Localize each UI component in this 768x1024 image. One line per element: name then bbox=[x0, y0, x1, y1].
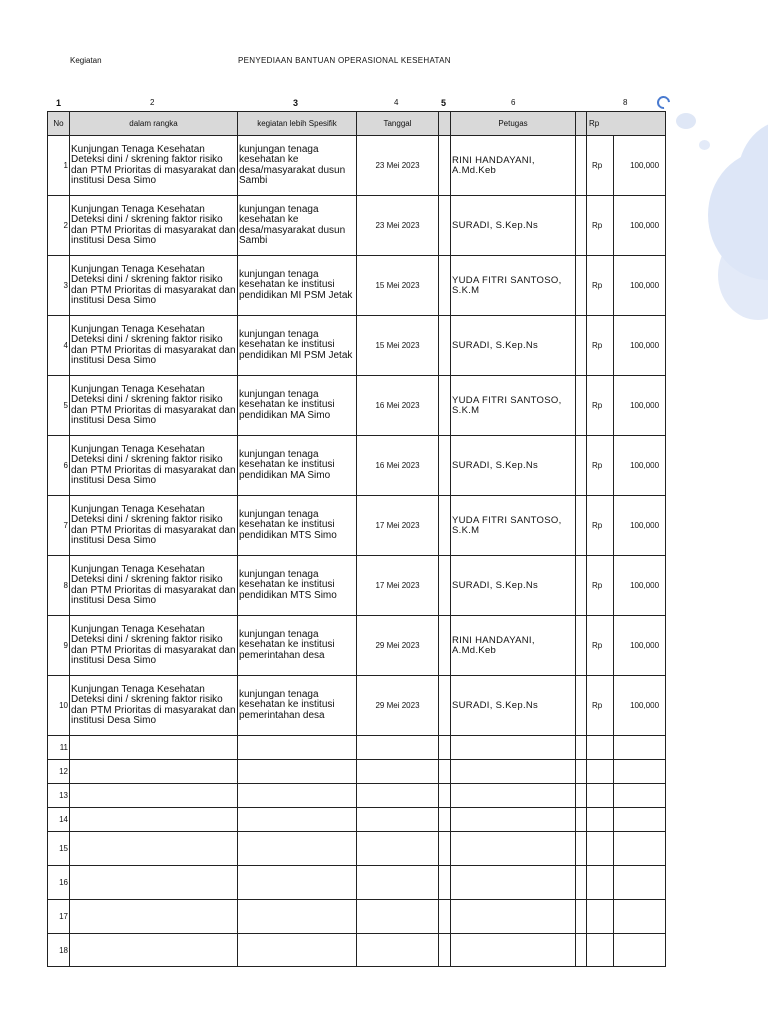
empty-cell bbox=[70, 736, 238, 760]
decorative-bubble bbox=[676, 113, 696, 129]
row-petugas: SURADI, S.Kep.Ns bbox=[451, 676, 576, 736]
row-kegiatan: kunjungan tenaga kesehatan ke institusi pendidikan MI PSM Jetak bbox=[238, 256, 357, 316]
empty-cell bbox=[238, 760, 357, 784]
empty-cell bbox=[614, 866, 666, 900]
table-row bbox=[48, 316, 666, 376]
row-petugas: YUDA FITRI SANTOSO, S.K.M bbox=[451, 256, 576, 316]
empty-cell bbox=[587, 784, 614, 808]
row-spacer bbox=[439, 616, 451, 676]
empty-cell bbox=[70, 784, 238, 808]
empty-cell bbox=[357, 784, 439, 808]
row-dalam-rangka: Kunjungan Tenaga Kesehatan Deteksi dini / skrening faktor risiko dan PTM Prioritas di masyarakat dan institusi Desa Simo bbox=[70, 196, 238, 256]
column-number: 3 bbox=[293, 98, 299, 108]
row-tanggal: 23 Mei 2023 bbox=[357, 136, 439, 196]
empty-cell bbox=[587, 934, 614, 967]
row-tanggal: 16 Mei 2023 bbox=[357, 436, 439, 496]
empty-cell bbox=[451, 760, 576, 784]
row-spacer bbox=[576, 196, 587, 256]
empty-cell bbox=[587, 832, 614, 866]
document-title: PENYEDIAAN BANTUAN OPERASIONAL KESEHATAN bbox=[238, 56, 451, 65]
row-spacer bbox=[576, 136, 587, 196]
row-currency: Rp bbox=[587, 376, 614, 436]
row-petugas: YUDA FITRI SANTOSO, S.K.M bbox=[451, 496, 576, 556]
row-spacer bbox=[439, 256, 451, 316]
row-kegiatan: kunjungan tenaga kesehatan ke institusi pemerintahan desa bbox=[238, 616, 357, 676]
row-kegiatan: kunjungan tenaga kesehatan ke institusi pendidikan MA Simo bbox=[238, 436, 357, 496]
empty-cell bbox=[576, 934, 587, 967]
empty-cell bbox=[614, 808, 666, 832]
row-kegiatan: kunjungan tenaga kesehatan ke institusi pemerintahan desa bbox=[238, 676, 357, 736]
row-spacer bbox=[439, 676, 451, 736]
empty-cell bbox=[70, 900, 238, 934]
column-number: 8 bbox=[623, 98, 628, 107]
empty-cell bbox=[439, 736, 451, 760]
row-currency: Rp bbox=[587, 616, 614, 676]
row-spacer bbox=[439, 136, 451, 196]
row-number: 1 bbox=[48, 136, 70, 196]
empty-cell bbox=[439, 900, 451, 934]
empty-cell bbox=[576, 784, 587, 808]
empty-cell bbox=[357, 808, 439, 832]
empty-cell bbox=[439, 808, 451, 832]
empty-cell bbox=[70, 866, 238, 900]
row-number: 7 bbox=[48, 496, 70, 556]
empty-cell bbox=[238, 866, 357, 900]
column-number: 2 bbox=[150, 98, 155, 107]
empty-cell bbox=[70, 934, 238, 967]
table-row bbox=[48, 676, 666, 736]
row-spacer bbox=[439, 376, 451, 436]
row-petugas: SURADI, S.Kep.Ns bbox=[451, 436, 576, 496]
empty-table-row bbox=[48, 784, 666, 808]
header-spacer bbox=[439, 112, 451, 136]
row-number: 14 bbox=[48, 808, 70, 832]
row-amount: 100,000 bbox=[614, 496, 666, 556]
row-amount: 100,000 bbox=[614, 256, 666, 316]
row-number: 15 bbox=[48, 832, 70, 866]
empty-cell bbox=[357, 760, 439, 784]
row-kegiatan: kunjungan tenaga kesehatan ke desa/masyarakat dusun Sambi bbox=[238, 196, 357, 256]
empty-cell bbox=[451, 784, 576, 808]
empty-table-row bbox=[48, 760, 666, 784]
row-petugas: SURADI, S.Kep.Ns bbox=[451, 316, 576, 376]
empty-cell bbox=[614, 784, 666, 808]
empty-cell bbox=[238, 784, 357, 808]
row-petugas: RINI HANDAYANI, A.Md.Keb bbox=[451, 616, 576, 676]
row-amount: 100,000 bbox=[614, 316, 666, 376]
empty-cell bbox=[587, 866, 614, 900]
row-spacer bbox=[576, 496, 587, 556]
row-spacer bbox=[439, 556, 451, 616]
decorative-cloud-shape bbox=[708, 150, 768, 280]
empty-cell bbox=[70, 760, 238, 784]
empty-cell bbox=[451, 934, 576, 967]
row-spacer bbox=[576, 616, 587, 676]
header-kegiatan: kegiatan lebih Spesifik bbox=[238, 112, 357, 136]
header-rp: Rp bbox=[587, 112, 666, 136]
row-kegiatan: kunjungan tenaga kesehatan ke desa/masyarakat dusun Sambi bbox=[238, 136, 357, 196]
row-number: 13 bbox=[48, 784, 70, 808]
empty-cell bbox=[576, 832, 587, 866]
row-number: 17 bbox=[48, 900, 70, 934]
header-label: Kegiatan bbox=[70, 56, 102, 65]
row-currency: Rp bbox=[587, 496, 614, 556]
row-amount: 100,000 bbox=[614, 196, 666, 256]
row-spacer bbox=[576, 556, 587, 616]
row-spacer bbox=[576, 436, 587, 496]
table-row bbox=[48, 496, 666, 556]
table-row bbox=[48, 136, 666, 196]
row-kegiatan: kunjungan tenaga kesehatan ke institusi pendidikan MA Simo bbox=[238, 376, 357, 436]
row-spacer bbox=[439, 436, 451, 496]
row-currency: Rp bbox=[587, 556, 614, 616]
row-tanggal: 23 Mei 2023 bbox=[357, 196, 439, 256]
row-dalam-rangka: Kunjungan Tenaga Kesehatan Deteksi dini / skrening faktor risiko dan PTM Prioritas di masyarakat dan institusi Desa Simo bbox=[70, 496, 238, 556]
empty-cell bbox=[238, 832, 357, 866]
empty-cell bbox=[238, 934, 357, 967]
empty-table-row bbox=[48, 866, 666, 900]
decorative-bubble-small bbox=[699, 140, 710, 150]
header-tanggal: Tanggal bbox=[357, 112, 439, 136]
row-dalam-rangka: Kunjungan Tenaga Kesehatan Deteksi dini / skrening faktor risiko dan PTM Prioritas di masyarakat dan institusi Desa Simo bbox=[70, 136, 238, 196]
empty-cell bbox=[576, 736, 587, 760]
empty-cell bbox=[587, 760, 614, 784]
row-spacer bbox=[576, 256, 587, 316]
row-currency: Rp bbox=[587, 316, 614, 376]
header-dalam-rangka: dalam rangka bbox=[70, 112, 238, 136]
column-number: 6 bbox=[511, 98, 516, 107]
empty-cell bbox=[439, 866, 451, 900]
empty-cell bbox=[439, 784, 451, 808]
row-petugas: SURADI, S.Kep.Ns bbox=[451, 556, 576, 616]
empty-table-row bbox=[48, 808, 666, 832]
row-tanggal: 17 Mei 2023 bbox=[357, 496, 439, 556]
row-number: 5 bbox=[48, 376, 70, 436]
row-dalam-rangka: Kunjungan Tenaga Kesehatan Deteksi dini / skrening faktor risiko dan PTM Prioritas di masyarakat dan institusi Desa Simo bbox=[70, 256, 238, 316]
table-row bbox=[48, 256, 666, 316]
empty-cell bbox=[357, 832, 439, 866]
row-dalam-rangka: Kunjungan Tenaga Kesehatan Deteksi dini / skrening faktor risiko dan PTM Prioritas di masyarakat dan institusi Desa Simo bbox=[70, 376, 238, 436]
empty-cell bbox=[357, 736, 439, 760]
row-dalam-rangka: Kunjungan Tenaga Kesehatan Deteksi dini / skrening faktor risiko dan PTM Prioritas di masyarakat dan institusi Desa Simo bbox=[70, 676, 238, 736]
empty-cell bbox=[439, 760, 451, 784]
empty-cell bbox=[614, 934, 666, 967]
empty-cell bbox=[451, 832, 576, 866]
table-row bbox=[48, 436, 666, 496]
row-kegiatan: kunjungan tenaga kesehatan ke institusi pendidikan MTS Simo bbox=[238, 496, 357, 556]
row-number: 18 bbox=[48, 934, 70, 967]
row-tanggal: 15 Mei 2023 bbox=[357, 316, 439, 376]
empty-cell bbox=[576, 900, 587, 934]
empty-cell bbox=[451, 736, 576, 760]
empty-cell bbox=[439, 832, 451, 866]
row-dalam-rangka: Kunjungan Tenaga Kesehatan Deteksi dini / skrening faktor risiko dan PTM Prioritas di masyarakat dan institusi Desa Simo bbox=[70, 316, 238, 376]
empty-cell bbox=[451, 900, 576, 934]
row-number: 8 bbox=[48, 556, 70, 616]
row-amount: 100,000 bbox=[614, 556, 666, 616]
empty-cell bbox=[614, 760, 666, 784]
header-no: No bbox=[48, 112, 70, 136]
row-tanggal: 29 Mei 2023 bbox=[357, 676, 439, 736]
row-currency: Rp bbox=[587, 196, 614, 256]
row-tanggal: 29 Mei 2023 bbox=[357, 616, 439, 676]
empty-cell bbox=[614, 736, 666, 760]
row-amount: 100,000 bbox=[614, 616, 666, 676]
row-petugas: RINI HANDAYANI, A.Md.Keb bbox=[451, 136, 576, 196]
row-number: 12 bbox=[48, 760, 70, 784]
empty-cell bbox=[238, 900, 357, 934]
column-number: 1 bbox=[56, 98, 62, 108]
row-number: 2 bbox=[48, 196, 70, 256]
row-amount: 100,000 bbox=[614, 676, 666, 736]
row-dalam-rangka: Kunjungan Tenaga Kesehatan Deteksi dini / skrening faktor risiko dan PTM Prioritas di masyarakat dan institusi Desa Simo bbox=[70, 616, 238, 676]
row-petugas: YUDA FITRI SANTOSO, S.K.M bbox=[451, 376, 576, 436]
empty-cell bbox=[70, 808, 238, 832]
row-spacer bbox=[439, 316, 451, 376]
empty-cell bbox=[439, 934, 451, 967]
empty-cell bbox=[614, 832, 666, 866]
row-kegiatan: kunjungan tenaga kesehatan ke institusi pendidikan MI PSM Jetak bbox=[238, 316, 357, 376]
column-number: 5 bbox=[441, 98, 447, 108]
empty-cell bbox=[576, 808, 587, 832]
row-number: 16 bbox=[48, 866, 70, 900]
row-tanggal: 17 Mei 2023 bbox=[357, 556, 439, 616]
empty-cell bbox=[451, 866, 576, 900]
empty-cell bbox=[587, 900, 614, 934]
row-number: 9 bbox=[48, 616, 70, 676]
empty-cell bbox=[238, 808, 357, 832]
row-tanggal: 16 Mei 2023 bbox=[357, 376, 439, 436]
empty-cell bbox=[70, 832, 238, 866]
row-kegiatan: kunjungan tenaga kesehatan ke institusi pendidikan MTS Simo bbox=[238, 556, 357, 616]
empty-cell bbox=[238, 736, 357, 760]
table-row bbox=[48, 556, 666, 616]
empty-cell bbox=[587, 736, 614, 760]
empty-table-row bbox=[48, 900, 666, 934]
row-spacer bbox=[576, 376, 587, 436]
row-currency: Rp bbox=[587, 256, 614, 316]
empty-cell bbox=[614, 900, 666, 934]
row-spacer bbox=[576, 316, 587, 376]
row-number: 11 bbox=[48, 736, 70, 760]
header-petugas: Petugas bbox=[451, 112, 576, 136]
table-row bbox=[48, 616, 666, 676]
empty-table-row bbox=[48, 736, 666, 760]
activity-table bbox=[47, 111, 666, 967]
decorative-ring-icon bbox=[654, 93, 672, 111]
row-number: 10 bbox=[48, 676, 70, 736]
row-dalam-rangka: Kunjungan Tenaga Kesehatan Deteksi dini / skrening faktor risiko dan PTM Prioritas di masyarakat dan institusi Desa Simo bbox=[70, 436, 238, 496]
row-currency: Rp bbox=[587, 136, 614, 196]
empty-cell bbox=[357, 866, 439, 900]
row-dalam-rangka: Kunjungan Tenaga Kesehatan Deteksi dini / skrening faktor risiko dan PTM Prioritas di masyarakat dan institusi Desa Simo bbox=[70, 556, 238, 616]
row-number: 6 bbox=[48, 436, 70, 496]
row-currency: Rp bbox=[587, 676, 614, 736]
row-spacer bbox=[576, 676, 587, 736]
table-row bbox=[48, 196, 666, 256]
empty-cell bbox=[587, 808, 614, 832]
row-spacer bbox=[439, 196, 451, 256]
row-tanggal: 15 Mei 2023 bbox=[357, 256, 439, 316]
table-header-row bbox=[48, 112, 666, 136]
empty-cell bbox=[576, 760, 587, 784]
table-row bbox=[48, 376, 666, 436]
row-amount: 100,000 bbox=[614, 376, 666, 436]
header-spacer bbox=[576, 112, 587, 136]
empty-cell bbox=[451, 808, 576, 832]
row-currency: Rp bbox=[587, 436, 614, 496]
column-number: 4 bbox=[394, 98, 399, 107]
empty-cell bbox=[357, 900, 439, 934]
empty-table-row bbox=[48, 832, 666, 866]
row-spacer bbox=[439, 496, 451, 556]
row-petugas: SURADI, S.Kep.Ns bbox=[451, 196, 576, 256]
empty-cell bbox=[576, 866, 587, 900]
empty-cell bbox=[357, 934, 439, 967]
row-amount: 100,000 bbox=[614, 436, 666, 496]
row-number: 4 bbox=[48, 316, 70, 376]
row-amount: 100,000 bbox=[614, 136, 666, 196]
row-number: 3 bbox=[48, 256, 70, 316]
empty-table-row bbox=[48, 934, 666, 967]
